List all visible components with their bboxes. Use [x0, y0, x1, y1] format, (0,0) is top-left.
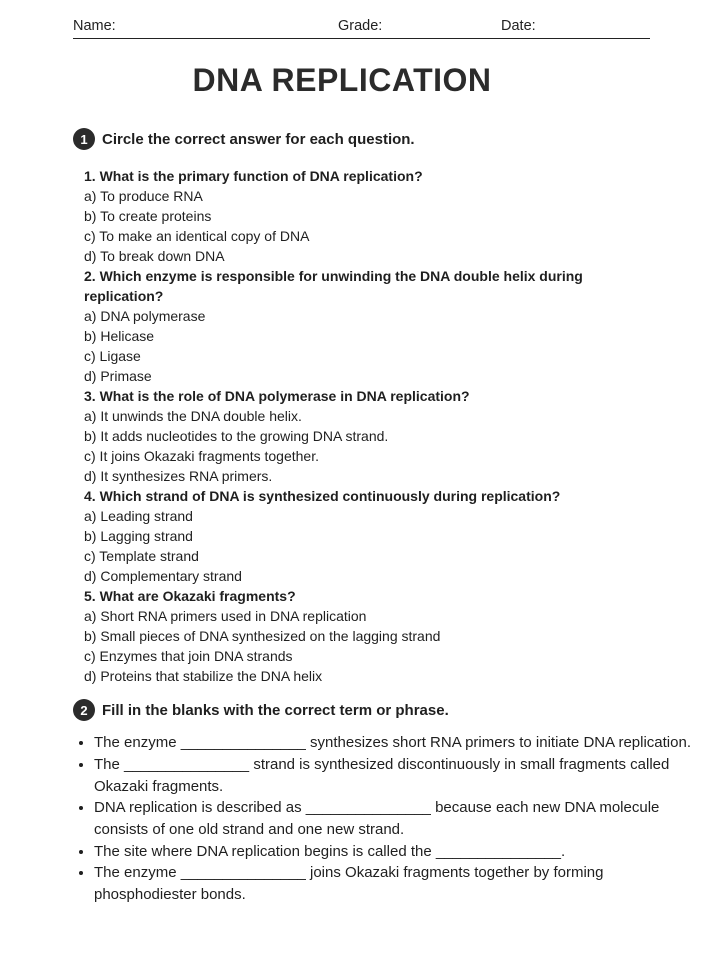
- question-3: [84, 386, 624, 486]
- blank-item: • The _______________ strand is synthesized discontinuously in small fragments called Okazaki fragments.: [94, 754, 694, 798]
- answer-option: c) It joins Okazaki fragments together.: [84, 448, 319, 464]
- blank-item: • The enzyme _______________ joins Okazaki fragments together by forming phosphodiester bonds.: [94, 862, 694, 906]
- blank-item: • The site where DNA replication begins is called the _______________.: [94, 841, 694, 863]
- answer-option: b) Lagging strand: [84, 528, 193, 544]
- answer-option: b) Small pieces of DNA synthesized on the lagging strand: [84, 628, 441, 644]
- answer-option: c) To make an identical copy of DNA: [84, 228, 310, 244]
- date-label: Date:: [501, 18, 536, 34]
- answer-option: a) It unwinds the DNA double helix.: [84, 408, 302, 424]
- fill-in-the-blank-list: [75, 732, 694, 906]
- answer-option: b) Helicase: [84, 328, 155, 344]
- answer-option: c) Enzymes that join DNA strands: [84, 648, 293, 664]
- answer-option: a) To produce RNA: [84, 188, 203, 204]
- question-prompt: 2. Which enzyme is responsible for unwinding the DNA double helix during replication?: [84, 268, 583, 304]
- answer-option: d) It synthesizes RNA primers.: [84, 468, 273, 484]
- section-2-heading: [73, 699, 449, 721]
- multiple-choice-questions: [84, 166, 624, 686]
- section-1-heading: [73, 128, 415, 150]
- question-5: [84, 586, 624, 686]
- section-1-number-badge: 1: [73, 128, 95, 150]
- blank-item: • The enzyme _______________ synthesizes short RNA primers to initiate DNA replication.: [94, 732, 694, 754]
- answer-option: c) Ligase: [84, 348, 141, 364]
- question-4: [84, 486, 624, 586]
- question-1: [84, 166, 624, 266]
- grade-label: Grade:: [338, 18, 383, 34]
- page-title: DNA REPLICATION: [192, 62, 492, 98]
- answer-option: d) Primase: [84, 368, 152, 384]
- answer-option: b) To create proteins: [84, 208, 212, 224]
- question-prompt: 1. What is the primary function of DNA replication?: [84, 168, 423, 184]
- answer-option: d) Complementary strand: [84, 568, 242, 584]
- question-2: [84, 266, 624, 386]
- question-prompt: 3. What is the role of DNA polymerase in DNA replication?: [84, 388, 470, 404]
- answer-option: a) Leading strand: [84, 508, 193, 524]
- section-2-instruction: Fill in the blanks with the correct term or phrase.: [102, 701, 449, 719]
- section-2-number-badge: 2: [73, 699, 95, 721]
- answer-option: c) Template strand: [84, 548, 199, 564]
- blank-item: • DNA replication is described as _______________ because each new DNA molecule consists of one old strand and one new strand.: [94, 797, 694, 841]
- answer-option: a) DNA polymerase: [84, 308, 206, 324]
- student-info-header: [73, 18, 650, 39]
- name-label: Name:: [73, 18, 116, 34]
- answer-option: a) Short RNA primers used in DNA replication: [84, 608, 367, 624]
- question-prompt: 5. What are Okazaki fragments?: [84, 588, 296, 604]
- section-1-instruction: Circle the correct answer for each question.: [102, 130, 415, 148]
- answer-option: d) To break down DNA: [84, 248, 225, 264]
- answer-option: d) Proteins that stabilize the DNA helix: [84, 668, 323, 684]
- answer-option: b) It adds nucleotides to the growing DNA strand.: [84, 428, 389, 444]
- question-prompt: 4. Which strand of DNA is synthesized continuously during replication?: [84, 488, 561, 504]
